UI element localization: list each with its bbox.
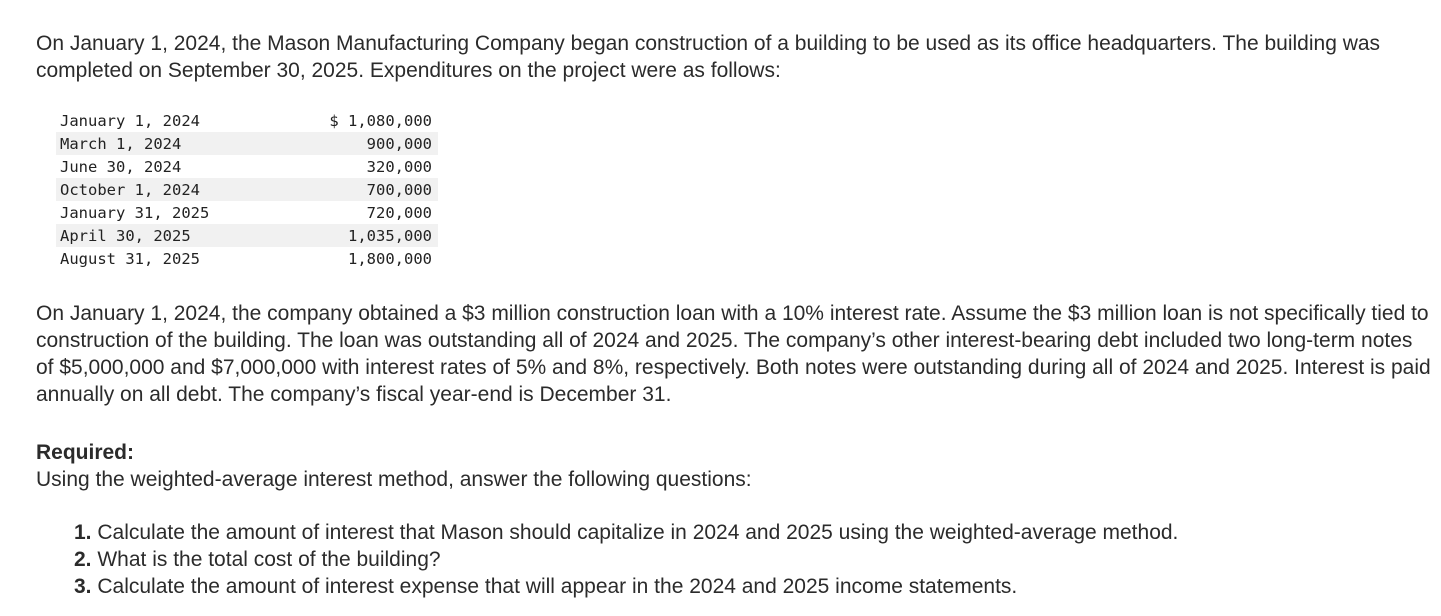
required-heading: Required: — [36, 441, 135, 464]
question-text: Calculate the amount of interest that Mason should capitalize in 2024 and 2025 using the weighted-average method. — [91, 521, 1179, 544]
loan-paragraph: On January 1, 2024, the company obtained a $3 million construction loan with a 10% interest rate. Assume the $3 million loan is not specifically tied to construction of the building. The loan was outstanding all of 2024 and 2025. The company’s other interest-bearing debt included two long-term notes of $5,000,000 and $7,000,000 with interest rates of 5% and 8%, respectively. Both notes were outstanding during all of 2024 and 2025. Interest is paid annually on all debt. The company’s fiscal year-end is December 31. — [36, 302, 1431, 406]
table-row — [56, 155, 438, 178]
required-text: Using the weighted-average interest method, answer the following questions: — [36, 468, 752, 491]
expenditure-amount: 1,035,000 — [304, 224, 438, 247]
table-row — [56, 132, 438, 155]
expenditure-date: June 30, 2024 — [60, 157, 182, 176]
list-item — [74, 519, 1434, 546]
expenditure-date: January 31, 2025 — [60, 203, 210, 222]
expenditure-amount: 900,000 — [304, 132, 438, 155]
question-text: What is the total cost of the building? — [91, 548, 441, 571]
table-row — [56, 178, 438, 201]
expenditure-date: October 1, 2024 — [56, 178, 304, 201]
expenditure-date: March 1, 2024 — [56, 132, 304, 155]
table-row — [56, 109, 438, 132]
expenditure-amount: 720,000 — [366, 203, 432, 222]
questions-list — [36, 519, 1434, 600]
intro-paragraph: On January 1, 2024, the Mason Manufacturing Company began construction of a building to be used as its office headquarters. The building was completed on September 30, 2025. Expenditures on the project were as follows: — [36, 32, 1381, 82]
expenditure-amount: $ 1,080,000 — [329, 111, 432, 130]
expenditures-table — [56, 109, 438, 270]
list-item — [74, 573, 1434, 600]
table-row — [56, 201, 438, 224]
expenditure-amount: 320,000 — [366, 157, 432, 176]
expenditure-amount: 1,800,000 — [348, 249, 432, 268]
expenditure-date: April 30, 2025 — [56, 224, 304, 247]
table-row — [56, 247, 438, 270]
problem-document — [36, 30, 1434, 600]
expenditure-date: January 1, 2024 — [60, 111, 200, 130]
question-number: 1. — [74, 521, 92, 544]
question-number: 2. — [74, 548, 92, 571]
expenditure-date: August 31, 2025 — [60, 249, 200, 268]
expenditure-amount: 700,000 — [304, 178, 438, 201]
question-text: Calculate the amount of interest expense that will appear in the 2024 and 2025 income statements. — [91, 575, 1018, 598]
question-number: 3. — [74, 575, 92, 598]
list-item — [74, 546, 1434, 573]
table-row — [56, 224, 438, 247]
